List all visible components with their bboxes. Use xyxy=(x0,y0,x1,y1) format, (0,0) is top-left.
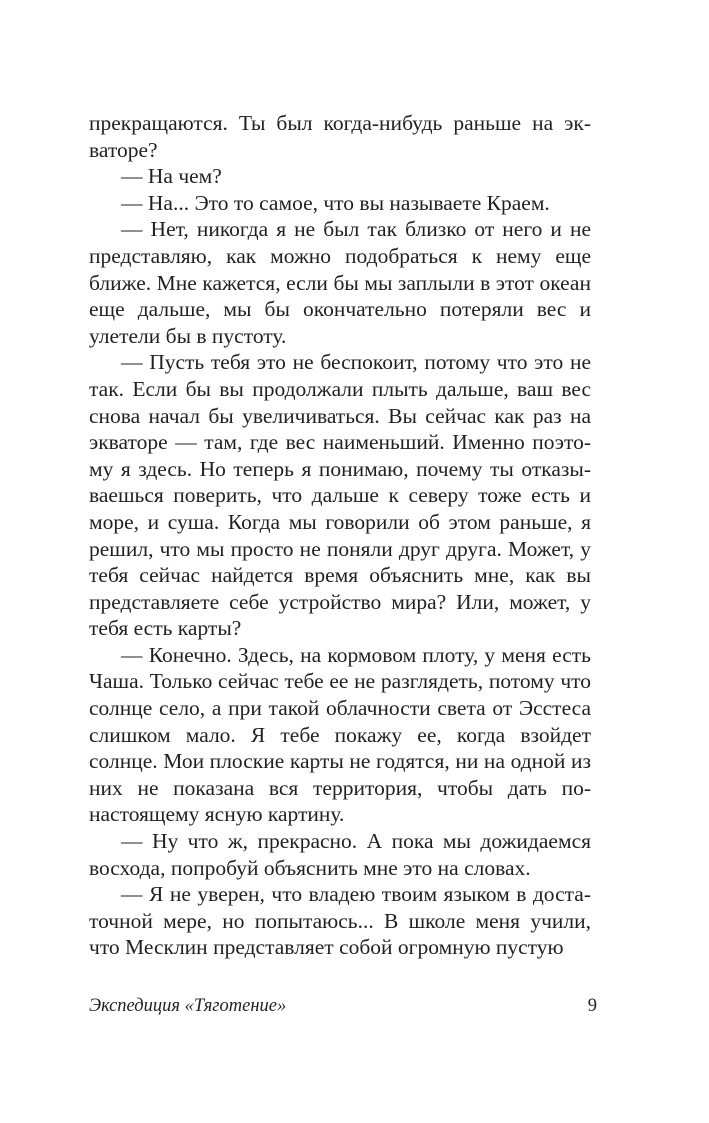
page-footer xyxy=(89,996,597,1017)
paragraph: — На... Это то самое, что вы называете Краем. xyxy=(121,190,550,215)
paragraph: — Конечно. Здесь, на кормовом плоту, у меня есть Чаша. Только сейчас тебе ее не разглядеть, потому что солнце село, а при такой облачности света от Эсстеса слишком мало. Я тебе покажу ее, когда взойдет солнце. Мои плоские карты не годятся, ни на одной из них не показана вся территория, чтобы дать по-настоящему ясную картину. xyxy=(89,642,591,827)
paragraph: — На чем? xyxy=(121,164,222,189)
running-title: Экспедиция «Тяготение» xyxy=(89,996,287,1016)
paragraph: — Нет, никогда я не был так близко от него и не представляю, как можно подобраться к нему еще ближе. Мне кажется, если бы мы заплыли в этот океан еще дальше, мы бы окончательно потеряли вес и улетели бы в пустоту. xyxy=(89,217,591,348)
page-number: 9 xyxy=(587,996,597,1016)
page-body xyxy=(89,110,591,961)
paragraph: — Пусть тебя это не беспокоит, потому что это не так. Если бы вы продолжали плыть дальше, ваш вес снова начал бы увеличиваться. Вы сейчас как раз на экваторе — там, где вес наименьший. Именно поэтому я здесь. Но теперь я понимаю, почему ты отказываешься поверить, что дальше к северу тоже есть и море, и суша. Когда мы говорили об этом раньше, я решил, что мы просто не поняли друг друга. Может, у тебя сейчас найдется время объяснить мне, как вы представляете себе устройство мира? Или, может, у тебя есть карты? xyxy=(89,350,591,641)
paragraph: — Ну что ж, прекрасно. А пока мы дожидаемся восхода, попробуй объяснить мне это на словах. xyxy=(89,829,591,880)
paragraph-continued: прекращаются. Ты был когда-нибудь раньше на экваторе? xyxy=(89,111,591,162)
paragraph: — Я не уверен, что владею твоим языком в достаточной мере, но попытаюсь... В школе меня учили, что Месклин представляет собой огромную пустую xyxy=(89,882,591,960)
